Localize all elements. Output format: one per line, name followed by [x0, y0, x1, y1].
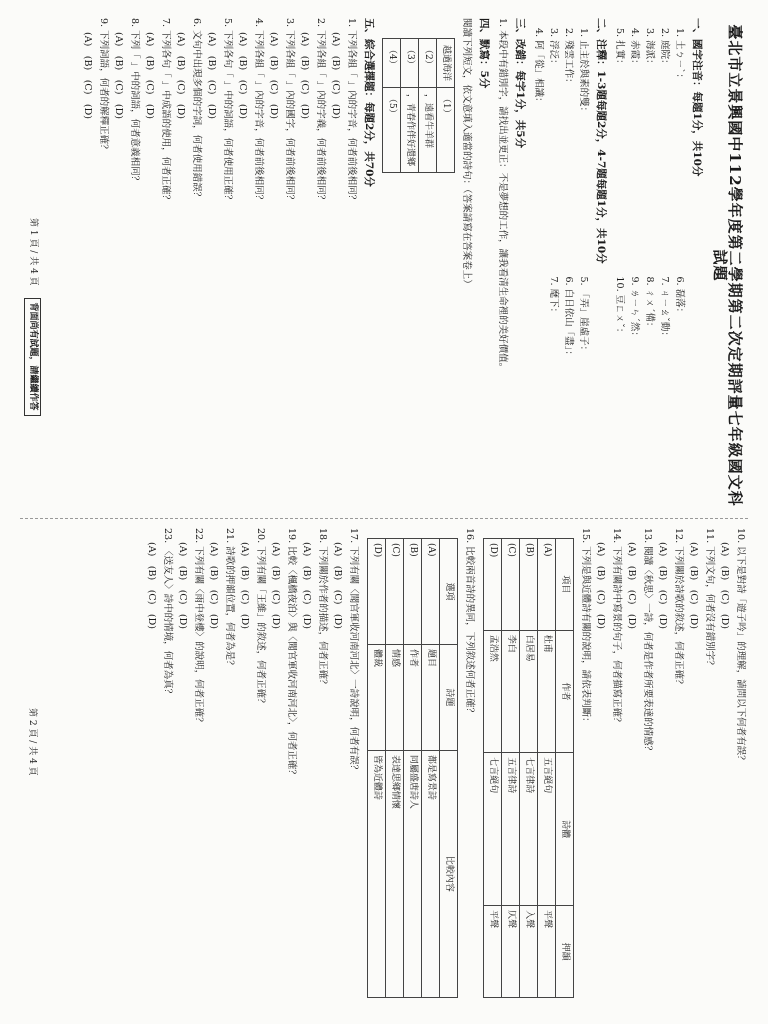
question: 4. 下列各組「 」內的字音，何者前後相同？	[253, 18, 264, 205]
options: (A) (B) (C) (D)	[82, 32, 93, 119]
question: 2. 下列各組「 」內的字義，何者前後相同？	[315, 18, 326, 205]
section5-question	[80, 18, 359, 513]
table-cell: (B)	[520, 539, 538, 631]
question: 5. 下列各句「 」中的詞語，何者使用正確？	[222, 18, 233, 205]
options: (A) (B) (C) (D)	[268, 32, 279, 119]
column-divider	[20, 518, 748, 519]
list-item: 7. 麾下：	[548, 276, 559, 318]
table-cell: 題目	[422, 644, 440, 750]
options: (A) (B) (C) (D)	[688, 542, 699, 629]
list-item: 8. ㄔㄨˊ備：	[644, 276, 655, 332]
question: 20. 下列有關「王維」的敘述，何者正確？	[255, 528, 266, 708]
options: (A) (B) (C) (D)	[113, 32, 124, 119]
options: (A) (B) (C) (D)	[330, 32, 341, 119]
exam-title: 臺北市立景興國中112學年度第二學期第二次定期評量七年級國文科試題	[711, 24, 744, 507]
list-item: 4. 赤霞：	[629, 28, 640, 69]
table-cell: 皆為近體詩	[368, 750, 386, 997]
table-row	[368, 539, 386, 998]
table-header: 選項	[440, 539, 458, 645]
question: 23. 〈送友人〉詩中的情境，何者為真？	[162, 528, 173, 699]
question: 13. 閱讀〈秋思〉一詩，何者是作者所要表達的情感？	[642, 528, 653, 756]
right-column	[20, 528, 748, 1008]
table-header: 詩題	[440, 644, 458, 750]
list-item: 4. 阿「從」相識：	[533, 28, 544, 107]
question: 22. 下列有關〈雨中登樓〉的說明，何者正確？	[193, 528, 204, 727]
page-number: 第 2 頁 / 共 4 頁	[27, 708, 37, 776]
options: (A) (B) (C) (D)	[144, 32, 155, 119]
table-header: 作者	[556, 630, 574, 752]
question: 10. 以下是對詩「遊子吟」的理解，請問以下何者有誤？	[735, 528, 746, 765]
section3-heading: 三、改錯：每字1分，共5分	[514, 18, 526, 149]
section4-text: 閱讀下列短文，依文意填入適當的詩句：（答案請寫在答案卷上）	[461, 18, 472, 289]
list-item: 6. 白日依山「盡」：	[563, 276, 574, 360]
section4-heading: 四、默寫：5分	[478, 18, 490, 89]
list-item: 1. 土ㄅㄧˋ：	[674, 28, 685, 83]
poem-cell: （4）	[383, 39, 401, 88]
options: (A) (B) (C) (D)	[177, 542, 188, 629]
table-cell: 作者	[404, 644, 422, 750]
table-cell: 仄聲	[502, 906, 520, 998]
table-row	[386, 539, 404, 998]
question: 6. 文句中出現多個的字詞，何者使用錯誤？	[191, 18, 202, 202]
table-cell: 七言絕句	[484, 753, 502, 906]
question: 19. 比較〈楓橋夜泊〉與〈聞官軍收河南河北〉，何者正確？	[286, 528, 297, 779]
list-item: 3. 海派：	[644, 28, 655, 69]
table-q15	[483, 538, 574, 998]
list-item: 3. 浮泛：	[548, 28, 559, 69]
options: (A) (B) (C) (D)	[206, 32, 217, 119]
options: (A) (B) (C) (D)	[595, 542, 606, 629]
list-item: 5. 「弄」崖虛子：	[578, 276, 589, 356]
table-cell: 都是寫景詩	[422, 750, 440, 997]
table-cell: 平聲	[538, 906, 556, 998]
table-cell: (C)	[502, 539, 520, 631]
table-header: 比較內容	[440, 750, 458, 997]
page-footer-left	[24, 218, 41, 416]
question: 16. 比較兩首詩的異同，下列敘述何者正確？	[464, 528, 475, 718]
page-number: 第 1 頁 / 共 4 頁	[28, 218, 38, 286]
table-cell: 表達思鄉情懷	[386, 750, 404, 997]
list-item: 7. ㄐㄧㄠˇ動：	[659, 276, 670, 341]
table-cell: 同屬盛唐詩人	[404, 750, 422, 997]
table-cell: 情感	[386, 644, 404, 750]
question: 7. 下列各句「 」中成語的使用，何者正確？	[160, 18, 171, 205]
table-cell: 孟浩然	[484, 630, 502, 752]
poem-cell: ，青春作伴好還鄉	[401, 88, 419, 173]
question: 8. 下列「 」中的詞語，何者意義相同？	[129, 18, 140, 186]
table-row	[520, 539, 538, 998]
table-header: 詩體	[556, 753, 574, 906]
table-cell: 平聲	[484, 906, 502, 998]
table-cell: (C)	[386, 539, 404, 645]
question: 15. 下列是與近體詩有關的說明，請依表判斷：	[580, 528, 591, 727]
options: (A) (B) (C) (D)	[237, 32, 248, 119]
list-item: 2. 庭院：	[659, 28, 670, 69]
table-row	[422, 539, 440, 998]
options: (A) (B) (C) (D)	[626, 542, 637, 629]
question: 9. 下列詞語，何者的解釋正確？	[98, 18, 109, 154]
table-cell: 五言律詩	[502, 753, 520, 906]
poem-cell: （5）	[383, 88, 401, 173]
table-cell: 五言絕句	[538, 753, 556, 906]
list-item: 2. 殘雲工作：	[563, 28, 574, 88]
section1-list	[612, 18, 687, 513]
list-item: 1. 止主於與素的雙：	[578, 28, 589, 117]
options: (A) (B) (C) (D)	[719, 542, 730, 629]
options: (A) (B) (C) (D)	[657, 542, 668, 629]
table-cell: (B)	[404, 539, 422, 645]
options: (A) (B) (C) (D)	[270, 542, 281, 629]
question: 12. 下列關於詩歌的敘述，何者正確？	[673, 528, 684, 689]
table-row	[440, 539, 458, 998]
question: 21. 詩歌的押韻位置，何者為是？	[224, 528, 235, 670]
options: (A) (B) (C) (D)	[208, 542, 219, 629]
table-header: 押韻	[556, 906, 574, 998]
options: (A) (B) (C) (D)	[299, 32, 310, 119]
section3-text: 1. 本段中有錯別字，請找出並更正：不是夢想的工作，讓我看清生命裡的美好價值。	[497, 18, 508, 373]
options: (A) (B) (C) (D)	[146, 542, 157, 629]
section5-heading: 五、綜合選擇題：每題2分，共70分	[363, 18, 375, 187]
table-cell: 體裁	[368, 644, 386, 750]
continue-note: 背面尚有試題，請繼續作答	[24, 298, 41, 416]
list-item: 6. 磊落：	[674, 276, 685, 318]
question: 18. 下列關於作者的描述，何者正確？	[317, 528, 328, 689]
list-item: 9. ㄌㄧㄣˊ然：	[629, 276, 640, 341]
table-row	[484, 539, 502, 998]
table-row	[556, 539, 574, 998]
table-cell: (A)	[538, 539, 556, 631]
options: (A) (B) (C) (D)	[175, 32, 186, 119]
table-header: 項目	[556, 539, 574, 631]
table-cell: 七言律詩	[520, 753, 538, 906]
options: (A) (B) (C) (D)	[239, 542, 250, 629]
table-cell: (A)	[422, 539, 440, 645]
section2-list	[531, 18, 591, 513]
table-cell: 白居易	[520, 630, 538, 752]
poem-cell: 越過海洋	[437, 39, 455, 88]
table-cell: 入聲	[520, 906, 538, 998]
question: 3. 下列各組「 」內的國字，何者前後相同？	[284, 18, 295, 205]
table-cell: 李白	[502, 630, 520, 752]
table-row	[538, 539, 556, 998]
table-q16	[367, 538, 458, 998]
table-row	[502, 539, 520, 998]
poem-cell: ，遠看牛羊群	[419, 88, 437, 173]
list-item: 10. 豆ㄈㄨˇ：	[614, 276, 625, 338]
page-footer-right	[24, 708, 39, 776]
left-column	[20, 18, 748, 513]
list-item: 5. 扎實：	[614, 28, 625, 69]
question: 11. 下列文句，何者沒有錯別字？	[704, 528, 715, 670]
table-cell: (D)	[368, 539, 386, 645]
question: 17. 下列有關〈聞官軍收河南河北〉一詩說明，何者有誤？	[348, 528, 359, 775]
poem-cell: （2）	[419, 39, 437, 88]
table-row	[404, 539, 422, 998]
section1-heading: 一、國字注音：每題1分，共10分	[691, 18, 703, 177]
poem-table	[382, 38, 455, 173]
poem-cell: （3）	[401, 39, 419, 88]
question: 1. 下列各組「 」內的字音，何者前後相同？	[346, 18, 357, 205]
options: (A) (B) (C) (D)	[332, 542, 343, 629]
section2-heading: 二、注釋：1-3題每題2分，4-7題每題1分，共10分	[595, 18, 607, 264]
poem-cell: （1）	[437, 88, 455, 173]
table-cell: 杜甫	[538, 630, 556, 752]
options: (A) (B) (C) (D)	[301, 542, 312, 629]
table-cell: (D)	[484, 539, 502, 631]
question: 14. 下列有關詩中寫景的句子，何者描寫正確？	[611, 528, 622, 727]
